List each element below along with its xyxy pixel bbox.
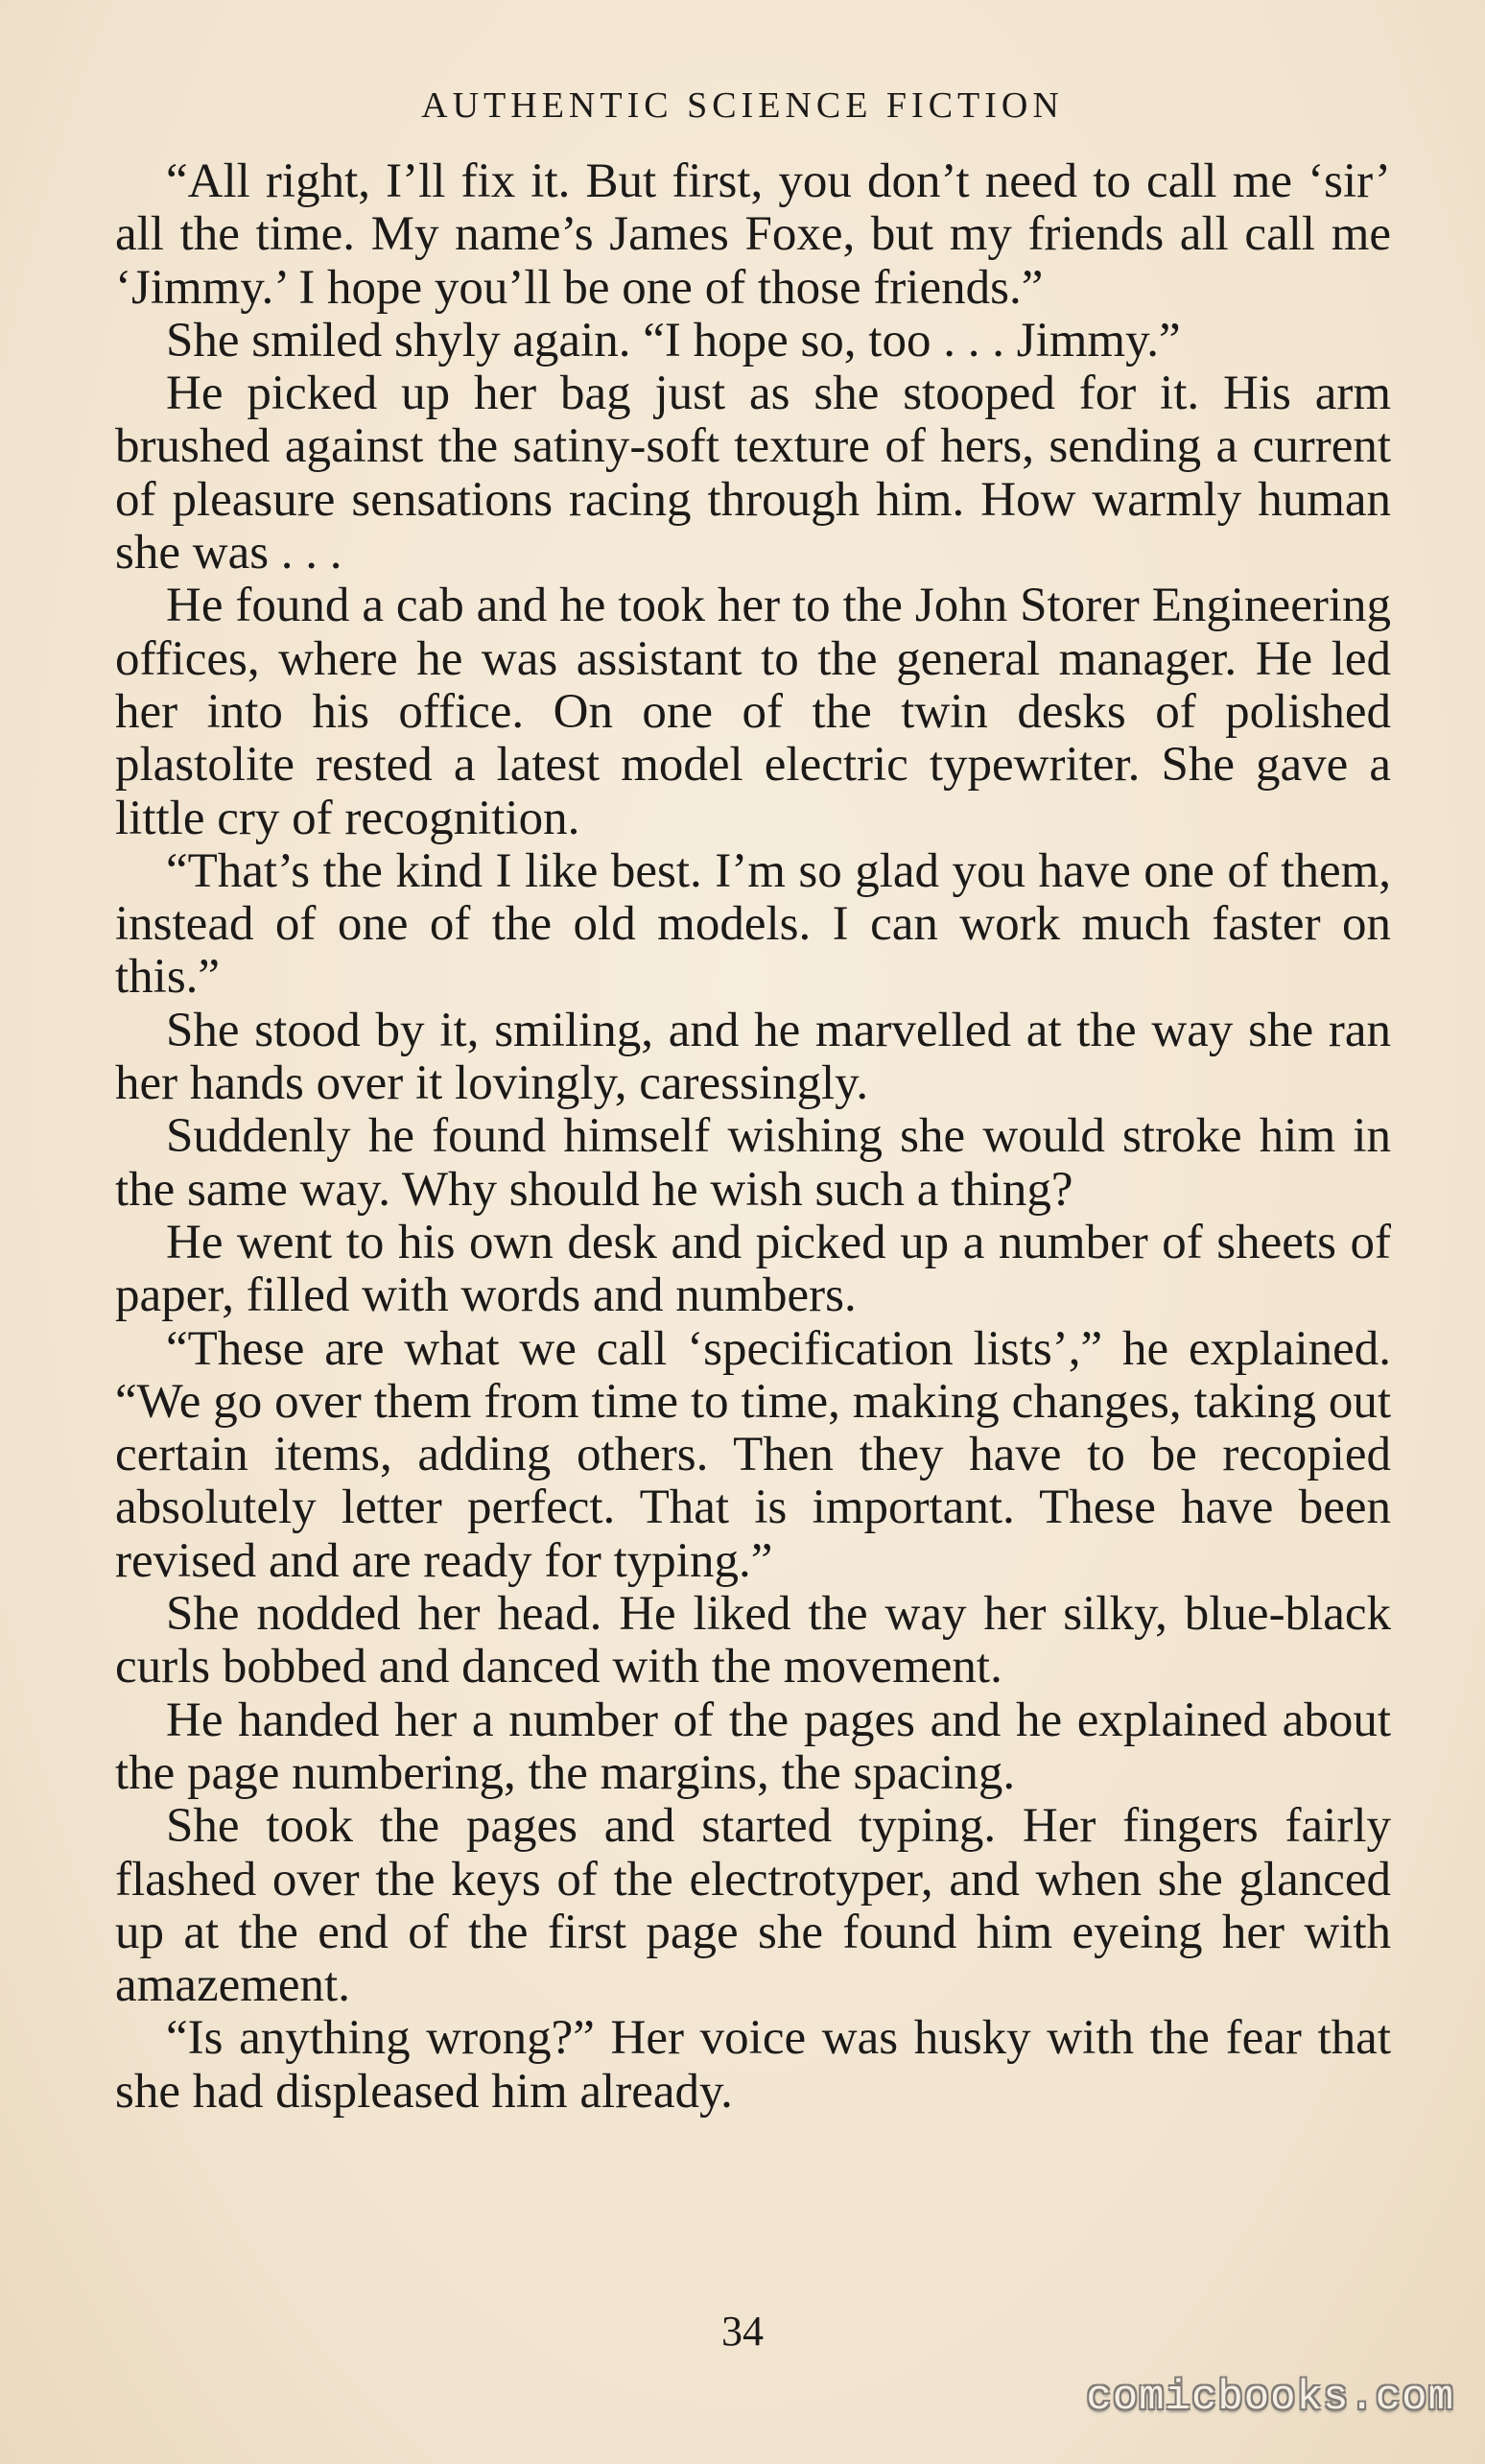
paragraph: He handed her a number of the pages and he explained about the page numbering, the margins, the spacing. bbox=[115, 1693, 1391, 1800]
paragraph: Suddenly he found himself wishing she would stroke him in the same way. Why should he wish such a thing? bbox=[115, 1109, 1391, 1217]
paragraph: “Is anything wrong?” Her voice was husky with the fear that she had displeased him already. bbox=[115, 2011, 1391, 2119]
paragraph: “All right, I’ll fix it. But first, you don’t need to call me ‘sir’ all the time. My name’s James Foxe, but my friends all call me ‘Jimmy.’ I hope you’ll be one of those friends.” bbox=[115, 154, 1391, 315]
body-text bbox=[115, 155, 1391, 2119]
paragraph: “These are what we call ‘specification lists’,” he explained. “We go over them from time to time, making changes, taking out certain items, adding others. Then they have to be recopied absolutely letter perfect. That is important. These have been revised and are ready for typing.” bbox=[115, 1321, 1391, 1588]
paragraph: He found a cab and he took her to the John Storer Engineering offices, where he was assistant to the general manager. He led her into his office. On one of the twin desks of polished plastolite rested a latest model electric typewriter. She gave a little cry of recognition. bbox=[115, 579, 1391, 845]
paragraph: He went to his own desk and picked up a number of sheets of paper, filled with words and numbers. bbox=[115, 1215, 1391, 1323]
paragraph: He picked up her bag just as she stooped for it. His arm brushed against the satiny-soft texture of hers, sending a current of pleasure sensations racing through him. How warmly human she was . . . bbox=[115, 367, 1391, 580]
page-number: 34 bbox=[721, 2308, 764, 2355]
paragraph: She took the pages and started typing. Her fingers fairly flashed over the keys of the electrotyper, and when she glanced up at the end of the first page she found him eyeing her with amazement. bbox=[115, 1799, 1391, 2013]
paragraph: She stood by it, smiling, and he marvelled at the way she ran her hands over it lovingly, caressingly. bbox=[115, 1003, 1391, 1111]
paragraph: She smiled shyly again. “I hope so, too . . . Jimmy.” bbox=[166, 313, 1181, 367]
paragraph: “That’s the kind I like best. I’m so glad you have one of them, instead of one of the old models. I can work much faster on this.” bbox=[115, 843, 1391, 1005]
watermark-logo: comicbooks.com bbox=[1086, 2374, 1454, 2422]
running-header: AUTHENTIC SCIENCE FICTION bbox=[421, 85, 1064, 126]
paragraph: She nodded her head. He liked the way her silky, blue-black curls bobbed and danced with the movement. bbox=[115, 1587, 1391, 1694]
